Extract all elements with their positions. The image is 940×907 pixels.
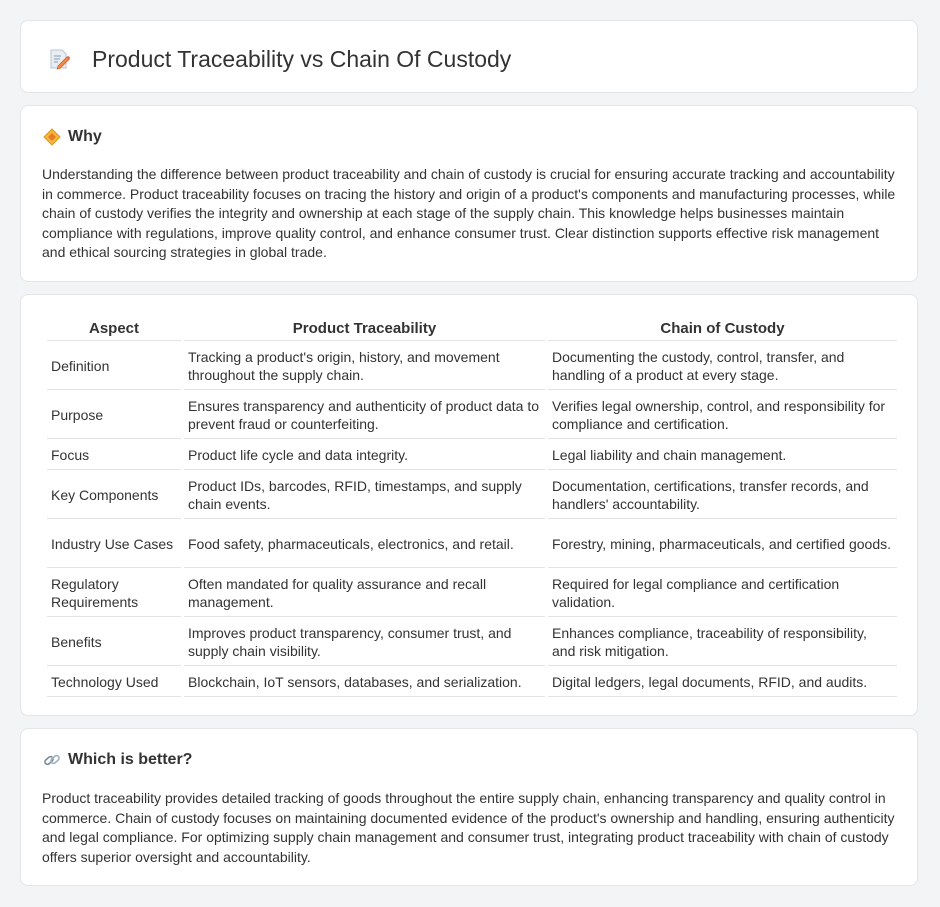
aspect-cell: Focus [47,441,181,470]
document-pen-icon [48,48,70,70]
better-heading [43,749,192,771]
aspect-cell: Technology Used [47,668,181,697]
traceability-cell: Product life cycle and data integrity. [184,441,545,470]
better-title: Which is better? [68,751,193,768]
table-row [47,343,897,390]
custody-cell: Required for legal compliance and certification validation. [548,570,897,617]
custody-cell: Enhances compliance, traceability of responsibility, and risk mitigation. [548,619,897,666]
link-icon [43,751,61,769]
header-product-traceability: Product Traceability [184,318,545,341]
why-heading [43,126,102,148]
aspect-cell: Purpose [47,392,181,439]
table-row [47,619,897,666]
header-aspect: Aspect [47,318,181,341]
why-text: Understanding the difference between product traceability and chain of custody is crucial for ensuring accurate tracking and accountability in commerce. Product traceability focuses on tracing the history and origin of a product's components and manufacturing processes, while chain of custody verifies the integrity and ownership at each stage of the supply chain. This knowledge helps businesses maintain compliance with regulations, improve quality control, and enhance consumer trust. Clear distinction supports effective risk management and ethical sourcing strategies in global trade. [42,166,896,261]
comparison-section [20,294,918,716]
traceability-cell: Food safety, pharmaceuticals, electronics, and retail. [184,521,545,568]
traceability-cell: Tracking a product's origin, history, and movement throughout the supply chain. [184,343,545,390]
custody-cell: Legal liability and chain management. [548,441,897,470]
custody-cell: Verifies legal ownership, control, and responsibility for compliance and certification. [548,392,897,439]
which-is-better-section [20,728,918,886]
custody-cell: Forestry, mining, pharmaceuticals, and certified goods. [548,521,897,568]
aspect-cell: Benefits [47,619,181,666]
custody-cell: Documenting the custody, control, transfer, and handling of a product at every stage. [548,343,897,390]
aspect-cell: Industry Use Cases [47,521,181,568]
header-card [20,20,918,93]
page-title: Product Traceability vs Chain Of Custody [92,46,512,72]
table-row [47,392,897,439]
header-chain-of-custody: Chain of Custody [548,318,897,341]
aspect-cell: Definition [47,343,181,390]
table-row [47,570,897,617]
aspect-cell: Regulatory Requirements [47,570,181,617]
traceability-cell: Product IDs, barcodes, RFID, timestamps, and supply chain events. [184,472,545,519]
why-section [20,105,918,282]
why-title: Why [68,128,102,145]
table-row [47,521,897,568]
traceability-cell: Ensures transparency and authenticity of product data to prevent fraud or counterfeiting. [184,392,545,439]
comparison-table [44,316,900,699]
custody-cell: Documentation, certifications, transfer records, and handlers' accountability. [548,472,897,519]
diamond-icon [43,128,61,146]
table-header-row [47,318,897,341]
traceability-cell: Improves product transparency, consumer trust, and supply chain visibility. [184,619,545,666]
traceability-cell: Blockchain, IoT sensors, databases, and serialization. [184,668,545,697]
traceability-cell: Often mandated for quality assurance and recall management. [184,570,545,617]
table-row [47,441,897,470]
table-row [47,472,897,519]
table-row [47,668,897,697]
custody-cell: Digital ledgers, legal documents, RFID, and audits. [548,668,897,697]
aspect-cell: Key Components [47,472,181,519]
better-text: Product traceability provides detailed tracking of goods throughout the entire supply chain, enhancing transparency and quality control in commerce. Chain of custody focuses on maintaining documented evidence of the product's ownership and handling, ensuring authenticity and legal compliance. For optimizing supply chain management and consumer trust, integrating product traceability with chain of custody offers superior oversight and accountability. [42,790,895,865]
